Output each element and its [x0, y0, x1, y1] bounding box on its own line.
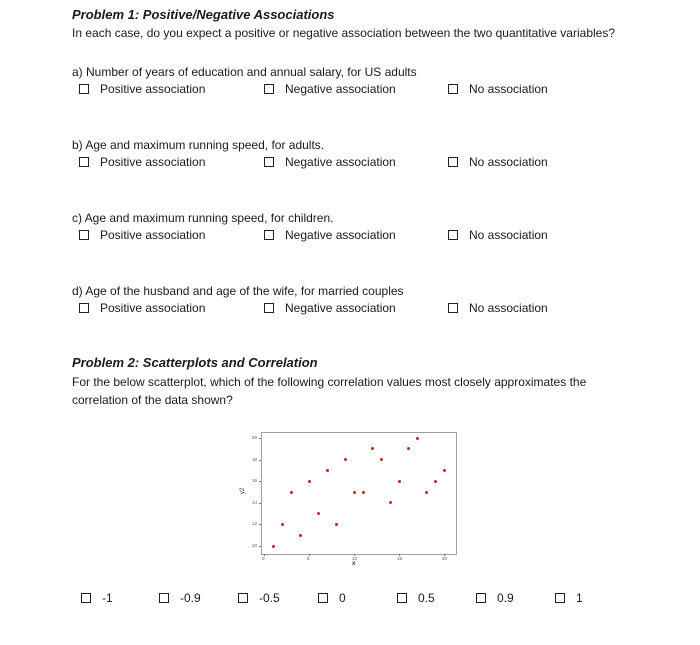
checkbox-icon[interactable] [264, 84, 274, 94]
option-label: Positive association [100, 228, 206, 242]
data-point [425, 491, 428, 494]
data-point [443, 469, 446, 472]
checkbox-icon[interactable] [318, 593, 328, 603]
data-point [362, 491, 365, 494]
option-label: Negative association [285, 301, 396, 315]
data-point [416, 437, 419, 440]
x-tick-label: 15 [397, 556, 403, 561]
data-point [380, 458, 383, 461]
checkbox-icon[interactable] [264, 303, 274, 313]
data-point [434, 480, 437, 483]
data-point [353, 491, 356, 494]
y-tick-label: 10 [252, 543, 258, 548]
y-tick [259, 460, 261, 461]
question-label: a) Number of years of education and annual salary, for US adults [72, 65, 417, 79]
x-tick-label: 5 [307, 556, 310, 561]
checkbox-icon[interactable] [81, 593, 91, 603]
option-label: Negative association [285, 155, 396, 169]
checkbox-icon[interactable] [476, 593, 486, 603]
option-label: No association [469, 301, 548, 315]
data-point [389, 501, 392, 504]
data-point [317, 512, 320, 515]
checkbox-icon[interactable] [238, 593, 248, 603]
question-label: d) Age of the husband and age of the wife, for married couples [72, 284, 404, 298]
checkbox-icon[interactable] [79, 303, 89, 313]
option-negative[interactable] [264, 155, 396, 169]
choice-label: 0.5 [418, 591, 435, 605]
choice-label: 0 [339, 591, 346, 605]
option-negative[interactable] [264, 301, 396, 315]
correlation-choice[interactable] [397, 591, 435, 605]
correlation-choice[interactable] [476, 591, 514, 605]
option-positive[interactable] [79, 228, 205, 242]
data-point [398, 480, 401, 483]
correlation-choice[interactable] [159, 591, 201, 605]
checkbox-icon[interactable] [79, 230, 89, 240]
y-tick [259, 546, 261, 547]
problem2-title: Problem 2: Scatterplots and Correlation [72, 355, 318, 370]
y-tick-label: 12 [252, 521, 258, 527]
x-tick-label: 20 [442, 556, 448, 561]
data-point [308, 480, 311, 483]
data-point [335, 523, 338, 526]
y-tick [259, 524, 261, 525]
data-point [281, 523, 284, 526]
checkbox-icon[interactable] [159, 593, 169, 603]
option-label: No association [469, 228, 548, 242]
option-positive[interactable] [79, 155, 205, 169]
checkbox-icon[interactable] [397, 593, 407, 603]
option-label: Positive association [100, 155, 206, 169]
data-point [344, 458, 347, 461]
choice-label: 0.9 [497, 591, 514, 605]
x-tick-label: 0 [262, 556, 265, 561]
checkbox-icon[interactable] [264, 157, 274, 167]
checkbox-icon[interactable] [448, 157, 458, 167]
checkbox-icon[interactable] [555, 593, 565, 603]
choice-label: -1 [102, 591, 113, 605]
data-point [371, 447, 374, 450]
option-label: Negative association [285, 82, 396, 96]
data-point [326, 469, 329, 472]
problem2-instructions-line2: correlation of the data shown? [72, 393, 233, 407]
correlation-choice[interactable] [81, 591, 113, 605]
option-label: No association [469, 82, 548, 96]
y-tick [259, 481, 261, 482]
y-tick-label: 18 [252, 456, 258, 462]
checkbox-icon[interactable] [264, 230, 274, 240]
correlation-choice[interactable] [318, 591, 346, 605]
option-none[interactable] [448, 228, 548, 242]
x-tick-label: 10 [352, 556, 358, 561]
question-label: b) Age and maximum running speed, for adults. [72, 138, 325, 152]
y-tick-label: 16 [252, 478, 258, 484]
option-none[interactable] [448, 82, 548, 96]
y-axis-label: y2 [240, 487, 247, 495]
choice-label: -0.9 [180, 591, 201, 605]
checkbox-icon[interactable] [79, 84, 89, 94]
question-label: c) Age and maximum running speed, for children. [72, 211, 334, 225]
option-negative[interactable] [264, 82, 396, 96]
problem1-title: Problem 1: Positive/Negative Associations [72, 7, 335, 22]
checkbox-icon[interactable] [448, 303, 458, 313]
y-tick-label: 14 [252, 499, 258, 505]
checkbox-icon[interactable] [79, 157, 89, 167]
problem2-instructions-line1: For the below scatterplot, which of the following correlation values most closely approximates the [72, 375, 587, 389]
option-label: Positive association [100, 82, 206, 96]
x-axis-label: x [352, 561, 356, 567]
correlation-choice[interactable] [555, 591, 583, 605]
option-none[interactable] [448, 155, 548, 169]
option-label: Negative association [285, 228, 396, 242]
option-positive[interactable] [79, 82, 205, 96]
checkbox-icon[interactable] [448, 230, 458, 240]
correlation-choice[interactable] [238, 591, 280, 605]
option-none[interactable] [448, 301, 548, 315]
data-point [290, 491, 293, 494]
data-point [407, 447, 410, 450]
problem1-instructions: In each case, do you expect a positive or negative association between the two quantitative variables? [72, 26, 616, 40]
option-positive[interactable] [79, 301, 205, 315]
option-negative[interactable] [264, 228, 396, 242]
choice-label: -0.5 [259, 591, 280, 605]
option-label: No association [469, 155, 548, 169]
plot-area [261, 432, 457, 555]
y-tick [259, 503, 261, 504]
option-label: Positive association [100, 301, 206, 315]
checkbox-icon[interactable] [448, 84, 458, 94]
data-point [299, 534, 302, 537]
y-tick [259, 438, 261, 439]
choice-label: 1 [576, 591, 583, 605]
data-point [272, 545, 275, 548]
y-tick-label: 20 [252, 435, 258, 440]
